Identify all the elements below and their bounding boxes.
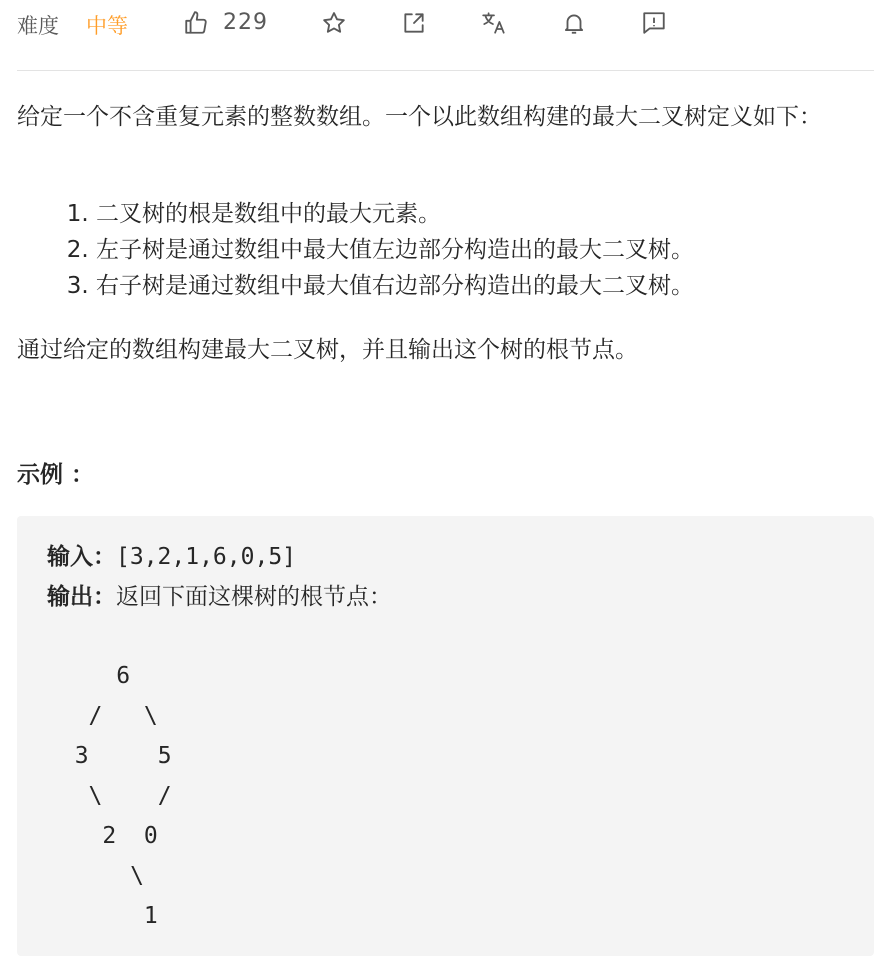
problem-summary: 通过给定的数组构建最大二叉树，并且输出这个树的根节点。 <box>17 337 638 363</box>
rules-list <box>62 196 888 304</box>
rule-item: 2. 左子树是通过数组中最大值左边部分构造出的最大二叉树。 <box>96 232 888 268</box>
problem-intro: 给定一个不含重复元素的整数数组。一个以此数组构建的最大二叉树定义如下： <box>17 104 822 130</box>
output-value: 返回下面这棵树的根节点： <box>116 584 392 610</box>
like-count: 229 <box>223 10 268 35</box>
header-divider <box>17 70 874 71</box>
difficulty-label: 难度 <box>17 14 59 38</box>
example-tree-diagram: 6 / \ 3 5 \ / 2 0 \ 1 <box>74 663 172 929</box>
rule-item: 3. 右子树是通过数组中最大值右边部分构造出的最大二叉树。 <box>96 268 888 304</box>
rule-item: 1. 二叉树的根是数组中的最大元素。 <box>96 196 888 232</box>
share-icon[interactable] <box>401 10 427 36</box>
input-value: [3,2,1,6,0,5] <box>116 544 297 570</box>
star-icon[interactable] <box>321 10 347 36</box>
translate-icon[interactable] <box>481 10 507 36</box>
output-label: 输出： <box>47 584 116 610</box>
example-code-block <box>17 516 874 956</box>
thumbs-up-icon[interactable] <box>183 10 209 36</box>
difficulty-badge: 中等 <box>86 14 128 38</box>
example-input-line <box>47 538 296 571</box>
feedback-icon[interactable] <box>641 10 667 36</box>
example-title: 示例 ： <box>17 462 95 488</box>
example-output-line <box>47 578 392 611</box>
bell-icon[interactable] <box>561 10 587 36</box>
problem-toolbar <box>17 0 874 48</box>
input-label: 输入： <box>47 544 116 570</box>
